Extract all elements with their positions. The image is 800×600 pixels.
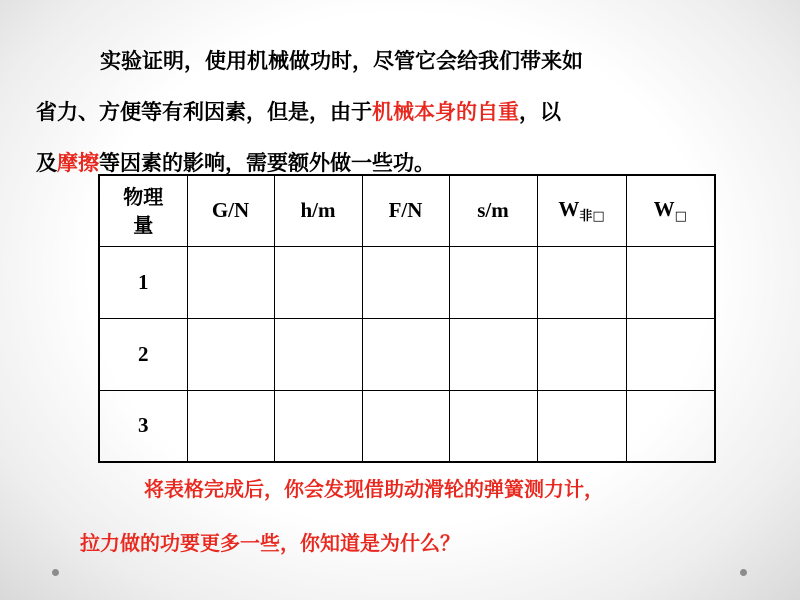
table-header-row xyxy=(99,175,715,246)
header-w-extra xyxy=(537,175,626,246)
intro-line-1-text: 实验证明，使用机械做功时，尽管它会给我们带来如 xyxy=(100,49,583,73)
table-cell xyxy=(274,318,362,390)
table-cell xyxy=(187,318,274,390)
table-cell xyxy=(187,246,274,318)
table-cell xyxy=(626,390,715,462)
row-number: 1 xyxy=(99,246,187,318)
table-cell xyxy=(449,318,537,390)
table-cell xyxy=(362,318,449,390)
intro-line-3-text: 等因素的影响，需要额外做一些功。 xyxy=(99,151,435,175)
corner-dot-right xyxy=(740,569,747,576)
header-f: F/N xyxy=(362,175,449,246)
table-cell xyxy=(626,246,715,318)
header-w-extra-sub: 非□ xyxy=(579,209,605,225)
table-cell xyxy=(274,390,362,462)
closing-question xyxy=(80,462,780,570)
header-quantity-line1: 物理 xyxy=(123,184,164,209)
closing-line-1-text: 将表格完成后，你会发现借助动滑轮的弹簧测力计， xyxy=(144,477,604,501)
header-s: s/m xyxy=(449,175,537,246)
table-cell xyxy=(537,390,626,462)
row-number: 3 xyxy=(99,390,187,462)
intro-line-2-text: 省力、方便等有利因素，但是，由于 xyxy=(36,100,372,124)
intro-line-3-head: 及 xyxy=(36,151,57,175)
highlight-self-weight: 机械本身的自重 xyxy=(372,100,519,124)
row-number: 2 xyxy=(99,318,187,390)
header-w-total xyxy=(626,175,715,246)
header-h: h/m xyxy=(274,175,362,246)
table-cell xyxy=(626,318,715,390)
table-cell xyxy=(362,246,449,318)
table-row xyxy=(99,390,715,462)
corner-dot-left xyxy=(52,569,59,576)
header-quantity-line2: 量 xyxy=(133,212,154,237)
table-cell xyxy=(537,318,626,390)
intro-paragraph xyxy=(36,36,736,189)
table-row xyxy=(99,246,715,318)
intro-line-2-tail: ，以 xyxy=(519,100,561,124)
header-g: G/N xyxy=(187,175,274,246)
table-cell xyxy=(537,246,626,318)
header-w-total-sub: □ xyxy=(674,209,687,225)
data-table xyxy=(98,174,716,463)
table-cell xyxy=(362,390,449,462)
closing-line-2: 拉力做的功要更多一些，你知道是为什么？ xyxy=(80,531,460,555)
header-quantity xyxy=(99,175,187,246)
table-cell xyxy=(187,390,274,462)
intro-line-1 xyxy=(36,36,736,87)
highlight-friction: 摩擦 xyxy=(57,151,99,175)
header-w-total-label: W xyxy=(653,197,675,222)
closing-line-1 xyxy=(80,462,780,516)
intro-line-2 xyxy=(36,87,736,138)
table-cell xyxy=(449,246,537,318)
table-row xyxy=(99,318,715,390)
table-cell xyxy=(449,390,537,462)
table-cell xyxy=(274,246,362,318)
header-w-extra-label: W xyxy=(558,197,580,222)
